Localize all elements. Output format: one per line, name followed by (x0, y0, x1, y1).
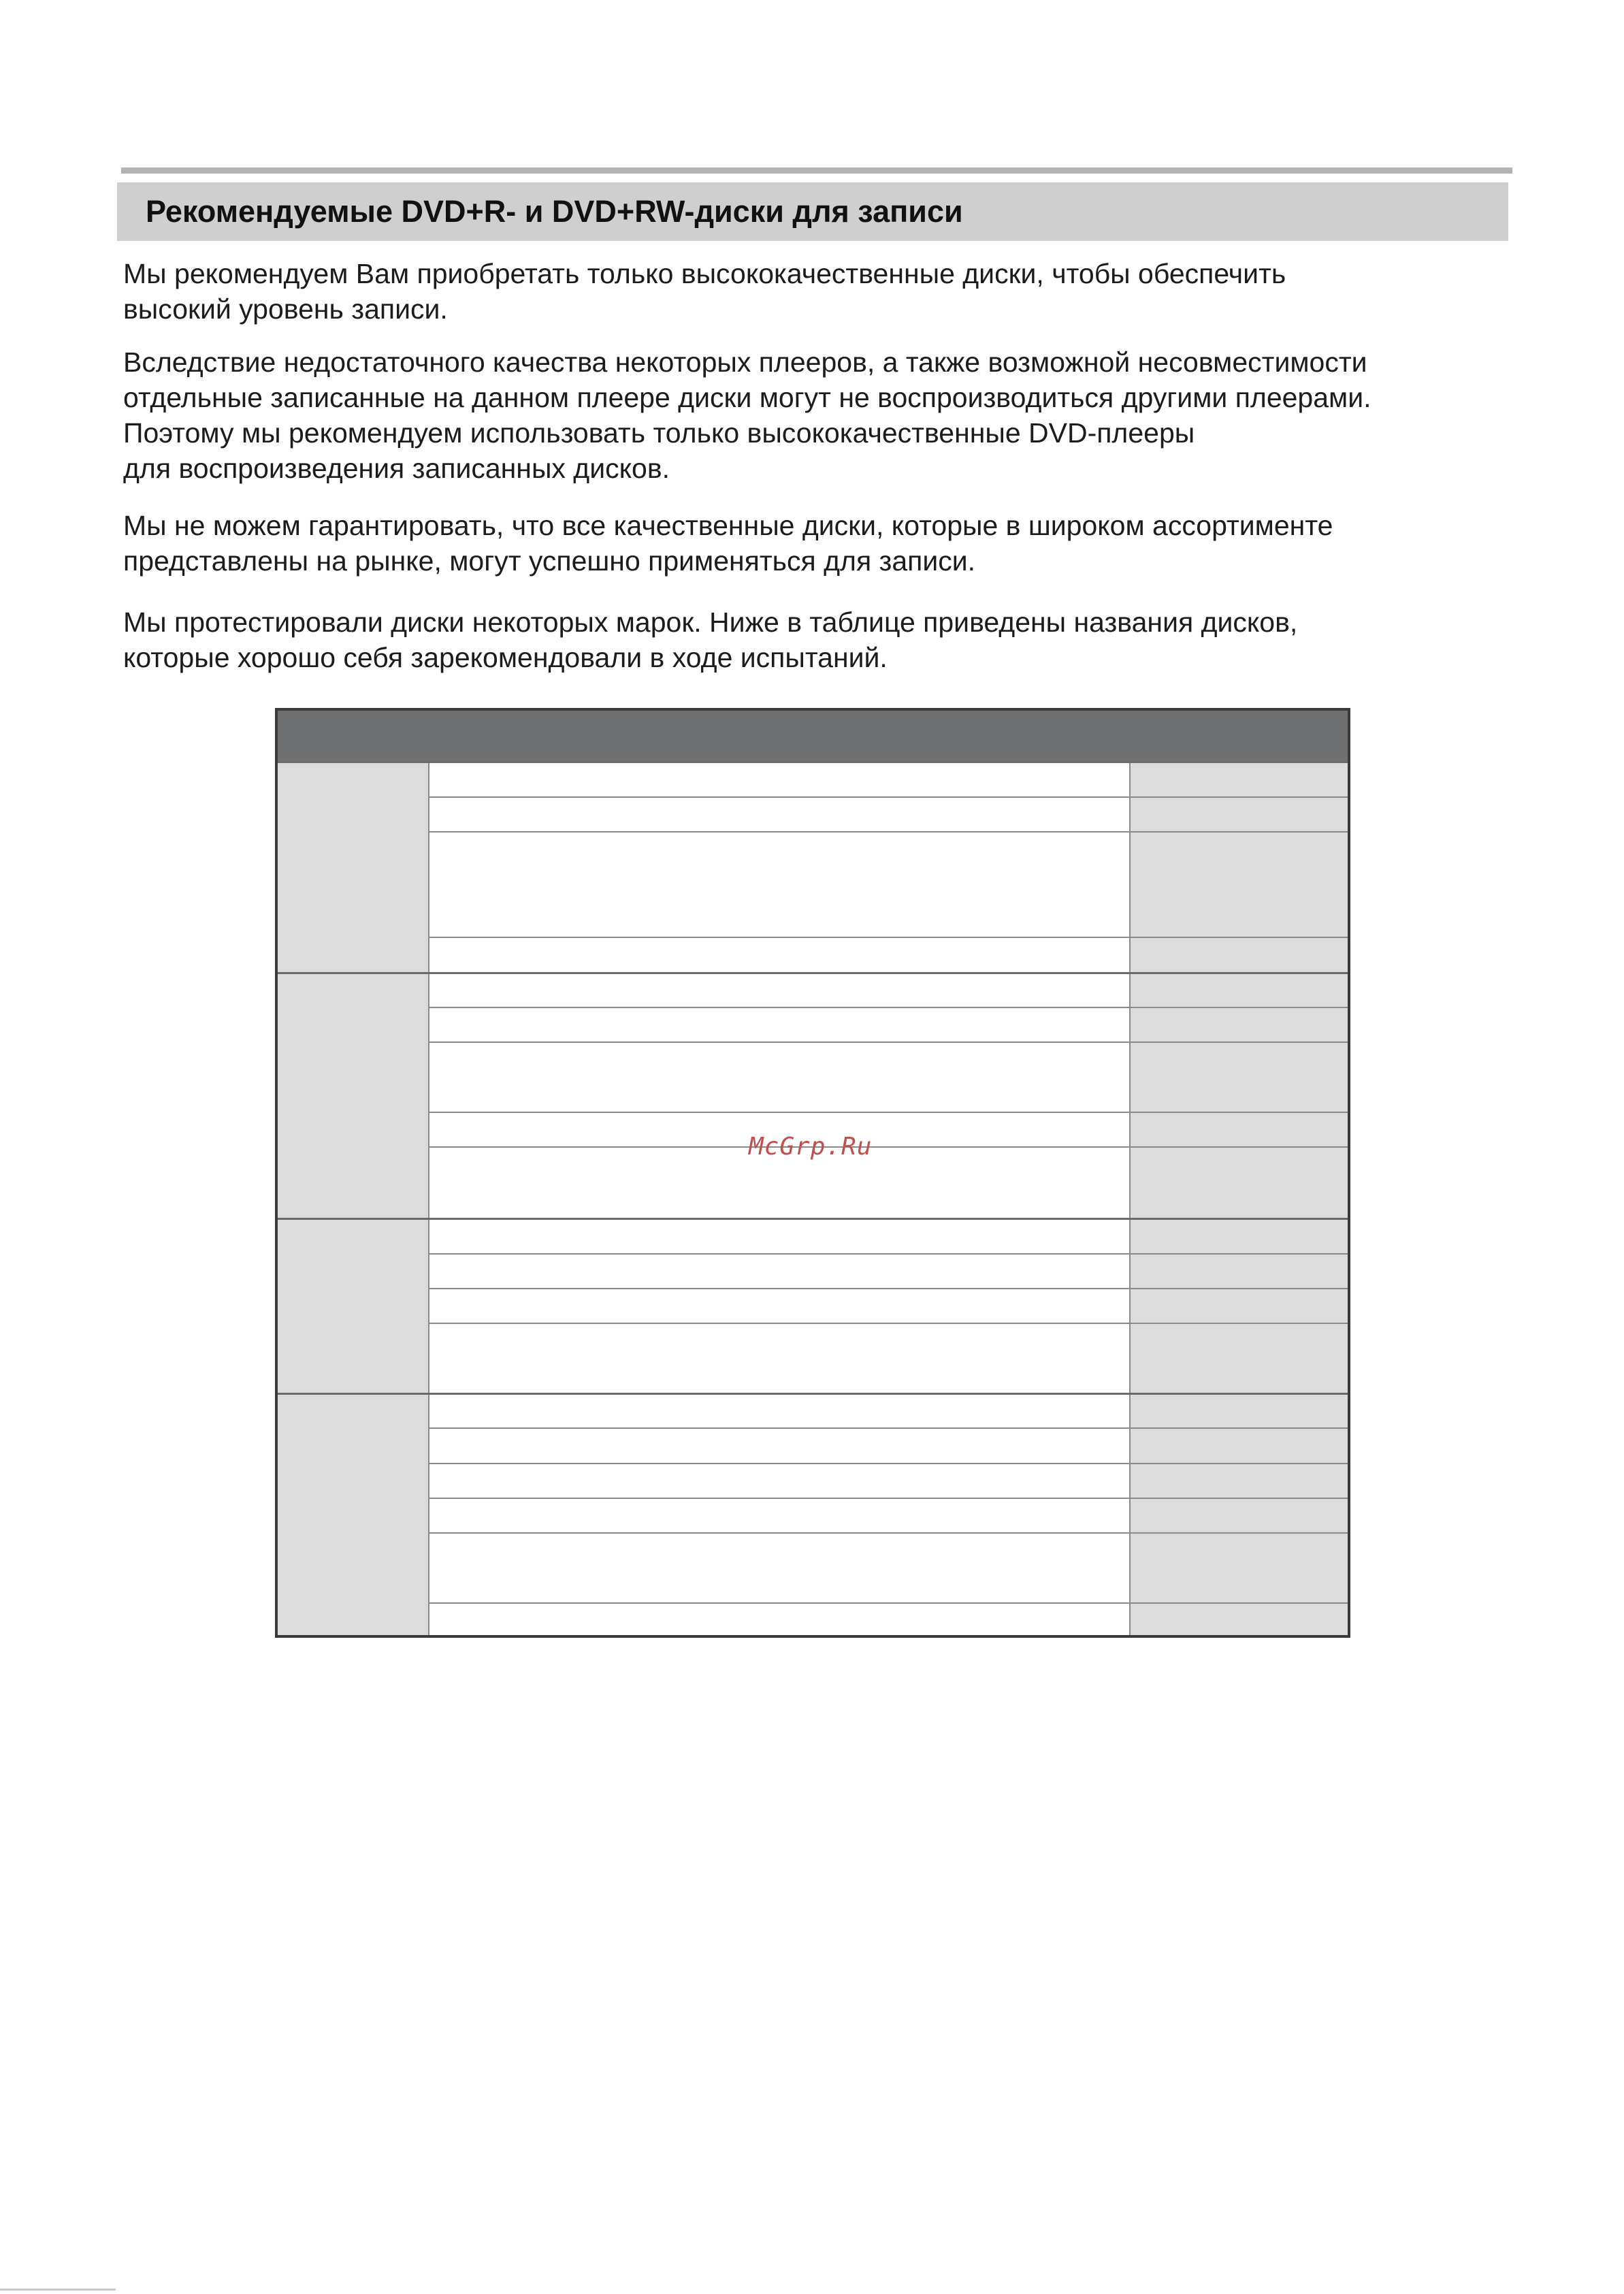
text-line: отдельные записанные на данном плеере диски могут не воспроизводиться другими плеерами. (123, 382, 1371, 413)
table-row (276, 1042, 1349, 1112)
header-cell (276, 709, 429, 762)
table-cell (429, 1498, 1130, 1533)
text-line: которые хорошо себя зарекомендовали в ходе испытаний. (123, 642, 888, 673)
table-row (276, 832, 1349, 937)
table-row (276, 1393, 1349, 1428)
table-cell (1130, 1323, 1349, 1393)
text-line: Мы не можем гарантировать, что все качественные диски, которые в широком ассортименте (123, 510, 1333, 541)
table-row (276, 1218, 1349, 1254)
table-row (276, 1603, 1349, 1636)
paragraph-recommend (123, 256, 1505, 327)
table-cell (429, 1254, 1130, 1289)
text-line: представлены на рынке, могут успешно применяться для записи. (123, 545, 976, 577)
table-cell (429, 832, 1130, 937)
table-cell (429, 937, 1130, 973)
table-row (276, 1007, 1349, 1042)
text-line: Поэтому мы рекомендуем использовать только высококачественные DVD-плееры (123, 417, 1195, 449)
text-line: Мы протестировали диски некоторых марок. Ниже в таблице приведены названия дисков, (123, 607, 1298, 638)
table-cell (429, 762, 1130, 797)
table-cell (1130, 1603, 1349, 1636)
table-cell (429, 1464, 1130, 1498)
group-cell (276, 973, 429, 1218)
table-cell (1130, 973, 1349, 1007)
table-cell (1130, 1254, 1349, 1289)
text-line: для воспроизведения записанных дисков. (123, 453, 670, 484)
table-cell (429, 1533, 1130, 1603)
table-row (276, 1289, 1349, 1323)
table-cell (429, 1603, 1130, 1636)
table-cell (429, 1289, 1130, 1323)
paragraph-tested (123, 604, 1505, 675)
top-rule (121, 167, 1512, 174)
table-cell (1130, 1464, 1349, 1498)
table-cell (1130, 1147, 1349, 1218)
paragraph-compatibility (123, 344, 1505, 486)
table-cell (1130, 1428, 1349, 1464)
table-row (276, 1498, 1349, 1533)
table-cell (1130, 797, 1349, 832)
section-heading-band (117, 182, 1508, 241)
table-row (276, 1428, 1349, 1464)
table-cell (1130, 1289, 1349, 1323)
table-cell (429, 973, 1130, 1007)
table-cell (429, 1007, 1130, 1042)
group-cell (276, 1218, 429, 1393)
table-cell (1130, 1042, 1349, 1112)
text-line: Вследствие недостаточного качества некоторых плееров, а также возможной несовместимости (123, 346, 1367, 378)
table-cell (429, 1323, 1130, 1393)
table-row (276, 762, 1349, 797)
text-line: Мы рекомендуем Вам приобретать только высококачественные диски, чтобы обеспечить (123, 258, 1286, 289)
table-cell (1130, 832, 1349, 937)
table-cell (1130, 1218, 1349, 1254)
table-row (276, 797, 1349, 832)
table-cell (1130, 1007, 1349, 1042)
table-row (276, 937, 1349, 973)
table-cell (429, 797, 1130, 832)
section-title: Рекомендуемые DVD+R- и DVD+RW-диски для записи (146, 194, 963, 229)
table-header-row (276, 709, 1349, 762)
paragraph-guarantee (123, 508, 1505, 579)
table-cell (1130, 937, 1349, 973)
text-line: высокий уровень записи. (123, 293, 448, 325)
header-cell (1130, 709, 1349, 762)
table-cell (429, 1218, 1130, 1254)
table-cell (429, 1428, 1130, 1464)
table-cell (429, 1042, 1130, 1112)
disc-table (275, 708, 1350, 1638)
header-cell (429, 709, 1130, 762)
group-cell (276, 1393, 429, 1636)
table-row (276, 973, 1349, 1007)
table-cell (429, 1393, 1130, 1428)
table-row (276, 1254, 1349, 1289)
table-row (276, 1533, 1349, 1603)
table-cell (1130, 762, 1349, 797)
table-row (276, 1323, 1349, 1393)
table-cell (1130, 1393, 1349, 1428)
table-cell (1130, 1112, 1349, 1147)
watermark-text: McGrp.Ru (749, 1133, 873, 1161)
table-row (276, 1464, 1349, 1498)
table-cell (1130, 1533, 1349, 1603)
table-cell (1130, 1498, 1349, 1533)
corner-mark (0, 2289, 116, 2291)
group-cell (276, 762, 429, 973)
